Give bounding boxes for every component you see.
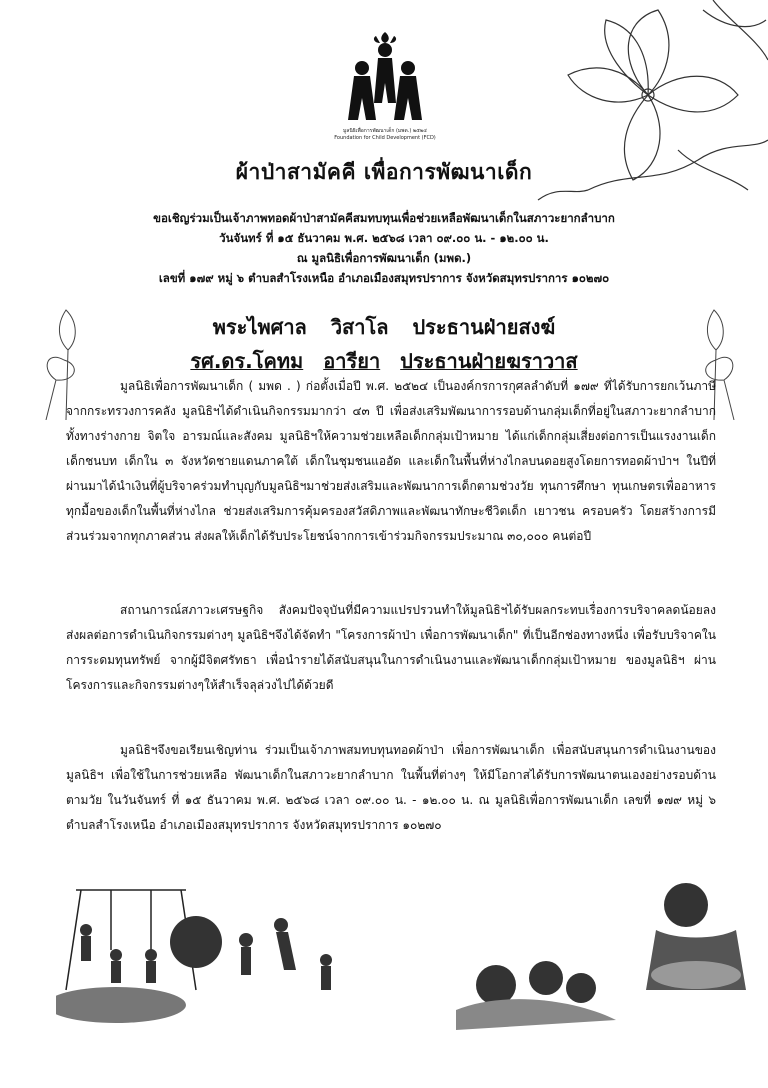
paragraph-situation	[66, 598, 716, 698]
page-title: ผ้าป่าสามัคคี เพื่อการพัฒนาเด็ก	[235, 160, 533, 184]
monk-chair	[0, 310, 768, 344]
paragraph-history	[66, 374, 716, 549]
paragraph-text: สถานการณ์สภาวะเศรษฐกิจ สังคมปัจจุบันที่มีความแปรปรวนทำให้มูลนิธิฯได้รับผลกระทบเรื่องการบริจาคลดน้อยลง ส่งผลต่อการดำเนินกิจกรรมต่างๆ มูลนิธิฯจึงได้จัดทำ "โครงการผ้าป่า เพื่อการพัฒนาเด็ก" ที่เป็นอีกช่องทางหนึ่ง เพื่อรับบริจาคในการระดมทุนทรัพย์ จากผู้มีจิตศรัทธา เพื่อนำรายได้สนับสนุนในการดำเนินงานและพัฒนาเด็กกลุ่มเป้าหมาย ของมูลนิธิฯ ผ่านโครงการและกิจกรรมต่างๆให้สำเร็จลุล่วงไปได้ด้วยดี	[66, 603, 716, 692]
invitation-line-3: ณ มูลนิธิเพื่อการพัฒนาเด็ก (มพด.)	[296, 251, 472, 265]
monk-name: พระไพศาล	[212, 315, 307, 339]
monk-role: ประธานฝ่ายสงฆ์	[412, 315, 556, 339]
paragraph-invitation	[66, 738, 716, 838]
children-photo-collage	[56, 870, 748, 1040]
fcd-logo-people-icon	[340, 28, 430, 128]
lay-name: รศ.ดร.โคทม	[190, 349, 304, 373]
logo-caption	[300, 128, 470, 142]
invitation-line-2: วันจันทร์ ที่ ๑๕ ธันวาคม พ.ศ. ๒๕๖๘ เวลา ๐๙.๐๐ น. - ๑๒.๐๐ น.	[219, 231, 549, 245]
lay-surname: อารียา	[323, 349, 381, 373]
invitation-line-1: ขอเชิญร่วมเป็นเจ้าภาพทอดผ้าป่าสามัคคีสมทบทุนเพื่อช่วยเหลือพัฒนาเด็กในสภาวะยากลำบาก	[153, 211, 615, 225]
paragraph-text: มูลนิธิฯจึงขอเรียนเชิญท่าน ร่วมเป็นเจ้าภาพสมทบทุนทอดผ้าป่า เพื่อการพัฒนาเด็ก เพื่อสนับสนุนการดำเนินงานของมูลนิธิฯ เพื่อใช้ในการช่วยเหลือ พัฒนาเด็กในสภาวะยากลำบาก ในพื้นที่ต่างๆ ให้มีโอกาสได้รับการพัฒนาตนเองอย่างรอบด้านตามวัย ในวันจันทร์ ที่ ๑๕ ธันวาคม พ.ศ. ๒๕๖๘ เวลา ๐๙.๐๐ น. - ๑๒.๐๐ น. ณ มูลนิธิเพื่อการพัฒนาเด็ก เลขที่ ๑๗๙ หมู่ ๖ ตำบลสำโรงเหนือ อำเภอเมืองสมุทรปราการ จังหวัดสมุทรปราการ ๑๐๒๗๐	[66, 743, 716, 832]
logo-org-english: Foundation for Child Development (FCD)	[334, 135, 436, 141]
lay-role: ประธานฝ่ายฆราวาส	[400, 349, 578, 373]
invitation-block	[40, 208, 728, 288]
paragraph-text: มูลนิธิเพื่อการพัฒนาเด็ก ( มพด . ) ก่อตั้งเมื่อปี พ.ศ. ๒๕๒๔ เป็นองค์กรการกุศลลำดับที่ ๑๗๙ ที่ได้รับการยกเว้นภาษี จากกระทรวงการคลัง มูลนิธิฯได้ดำเนินกิจกรรมมากว่า ๔๓ ปี เพื่อส่งเสริมพัฒนาการรอบด้านกลุ่มเด็กที่อยู่ในสภาวะยากลำบาก ทั้งทางร่างกาย จิตใจ อารมณ์และสังคม มูลนิธิฯให้ความช่วยเหลือเด็กกลุ่มเป้าหมาย ได้แก่เด็กกลุ่มเสี่ยงต่อการเป็นแรงงานเด็ก เด็กชนบท เด็กใน ๓ จังหวัดชายแดนภาคใต้ เด็กในชุมชนแออัด และเด็กในพื้นที่ห่างไกลบนดอยสูงโดยการทอดผ้าป่าฯ ในปีที่ผ่านมาได้นำเงินที่ผู้บริจาคร่วมทำบุญกับมูลนิธิฯมาช่วยส่งเสริมและพัฒนาการเด็กตามช่วงวัย ทุนการศึกษา ทุนเกษตรเพื่ออาหารทุกมื้อของเด็กในพื้นที่ห่างไกล ช่วยส่งเสริมการคุ้มครองสวัสดิภาพและพัฒนาทักษะชีวิตเด็ก เยาวชน ครอบครัว โดยสร้างการมีส่วนร่วมจากทุกภาคส่วน ส่งผลให้เด็กได้รับประโยชน์จากการเข้าร่วมกิจกรรมประมาณ ๓๐,๐๐๐ คนต่อปี	[66, 379, 716, 543]
chairpersons-block	[0, 310, 768, 378]
monk-surname: วิสาโล	[330, 315, 389, 339]
invitation-line-4: เลขที่ ๑๗๙ หมู่ ๖ ตำบลสำโรงเหนือ อำเภอเมืองสมุทรปราการ จังหวัดสมุทรปราการ ๑๐๒๗๐	[158, 271, 610, 285]
lay-chair	[0, 344, 768, 378]
logo-org-thai: มูลนิธิเพื่อการพัฒนาเด็ก (มพด.) ๒๕๒๔	[342, 128, 428, 134]
